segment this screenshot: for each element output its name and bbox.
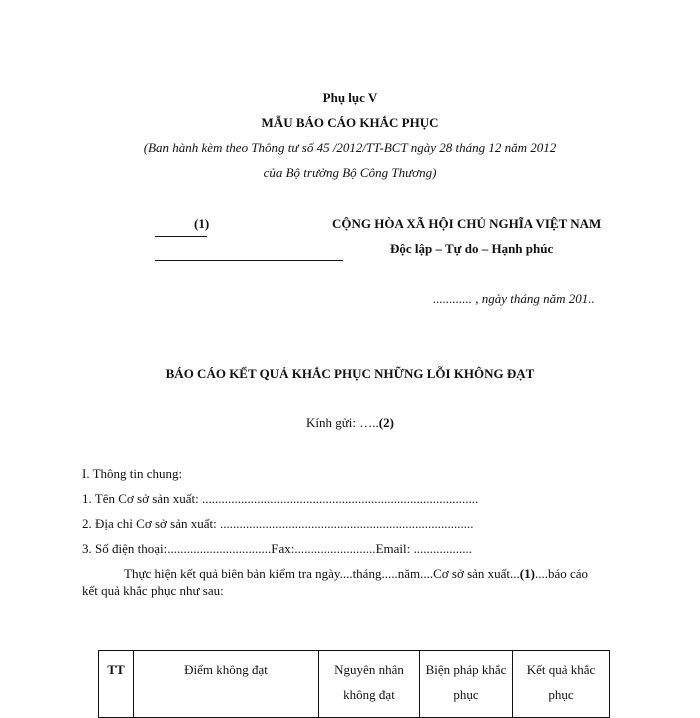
facility-name-line: 1. Tên Cơ sở sản xuất: ..................................................................................... — [82, 491, 479, 506]
section-heading: I. Thông tin chung: — [82, 466, 183, 481]
ref-underline-short — [155, 236, 207, 237]
issued-by-line-1: (Ban hành kèm theo Thông tư số 45 /2012/TT-BCT ngày 28 tháng 12 năm 2012 — [143, 140, 557, 155]
issued-by-line-2: của Bộ trưởng Bộ Công Thương) — [263, 165, 437, 180]
header-result: Kết quả khắc phục — [513, 651, 610, 718]
date-line: ............ , ngày tháng năm 201.. — [433, 291, 595, 306]
header-remedy: Biện pháp khắc phục — [420, 651, 513, 718]
report-title: BÁO CÁO KẾT QUẢ KHẮC PHỤC NHỮNG LỖI KHÔNG ĐẠT — [165, 366, 535, 381]
form-title: MẪU BÁO CÁO KHẮC PHỤC — [261, 115, 439, 130]
header-failed-point: Điểm không đạt — [134, 651, 319, 718]
ref-number-1: (1) — [194, 216, 210, 231]
paragraph-ref: (1) — [519, 566, 535, 581]
appendix-label: Phụ lục V — [322, 90, 378, 105]
ref-underline-long — [155, 260, 343, 261]
recipient-label: Kính gửi: ….. — [306, 415, 379, 430]
header-cause: Nguyên nhân không đạt — [319, 651, 420, 718]
header-tt: TT — [99, 651, 134, 718]
paragraph-line-2: kết quả khắc phục như sau: — [82, 583, 224, 598]
contact-line: 3. Số điện thoại:................................Fax:.........................Email: .................. — [82, 541, 472, 556]
national-motto: CỘNG HÒA XÃ HỘI CHỦ NGHĨA VIỆT NAM — [332, 216, 602, 231]
recipient-ref: (2) — [378, 415, 394, 430]
results-table — [98, 650, 610, 718]
table-header-row — [99, 651, 610, 718]
facility-address-line: 2. Địa chỉ Cơ sở sản xuất: .............................................................................. — [82, 516, 474, 531]
national-slogan: Độc lập – Tự do – Hạnh phúc — [390, 241, 554, 256]
paragraph-part-2: ....báo cáo — [534, 566, 589, 581]
recipient-line — [0, 415, 700, 431]
paragraph-part-1: Thực hiện kết quả biên bản kiểm tra ngày....tháng.....năm....Cơ sở sản xuất... — [124, 566, 520, 581]
paragraph-line-1 — [124, 566, 588, 582]
